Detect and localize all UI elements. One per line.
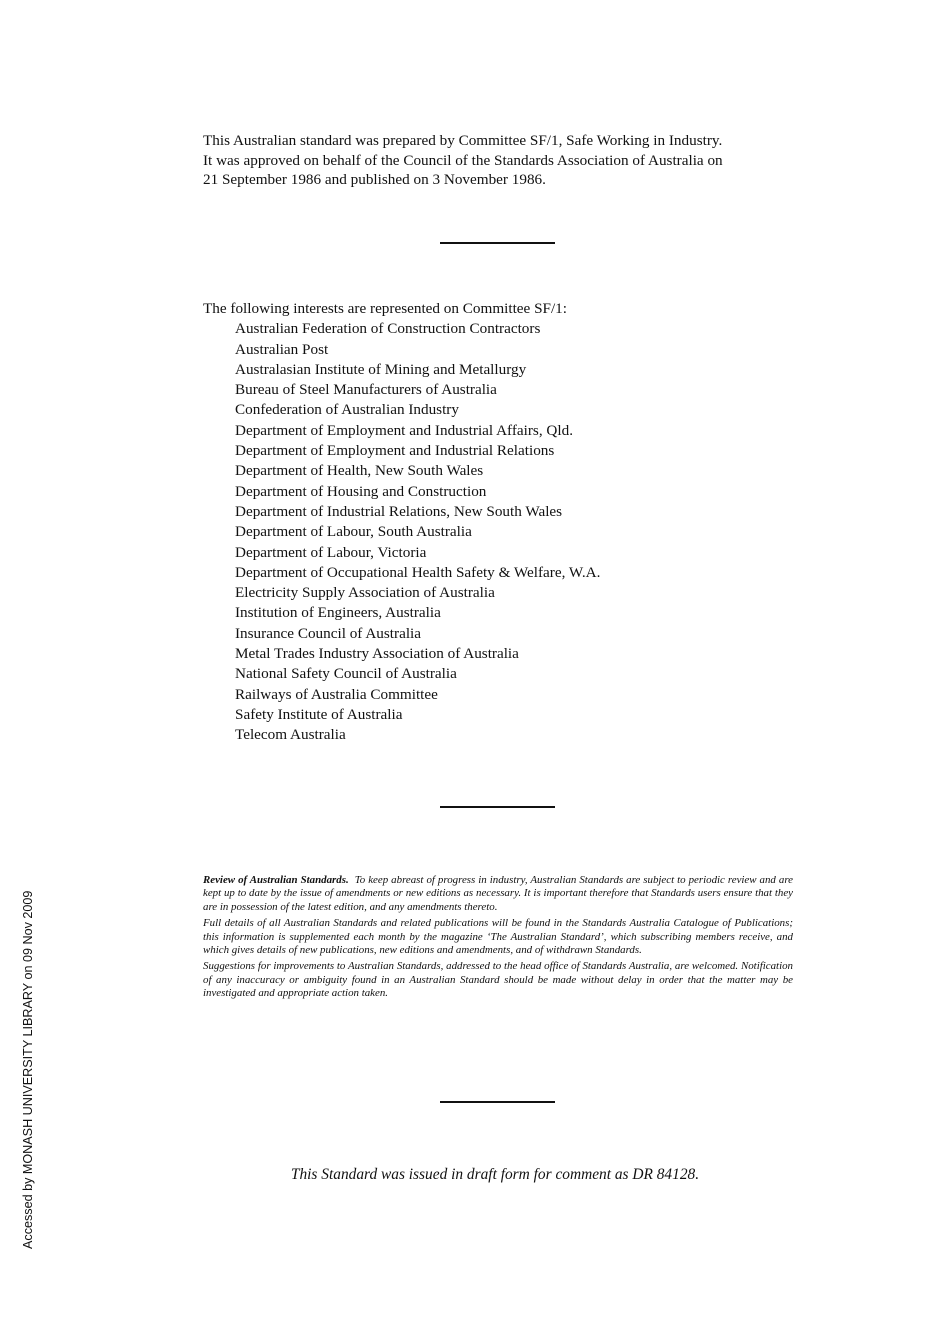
committee-interests xyxy=(203,299,803,746)
committee-heading: The following interests are represented on Committee SF/1: xyxy=(203,300,567,317)
list-item: Department of Labour, South Australia xyxy=(235,523,472,541)
section-divider xyxy=(440,242,555,244)
list-item: Department of Housing and Construction xyxy=(235,482,487,500)
list-item: Department of Industrial Relations, New South Wales xyxy=(235,502,563,520)
list-item: National Safety Council of Australia xyxy=(235,665,457,683)
review-notice xyxy=(203,874,793,1004)
preparation-line: This Australian standard was prepared by Committee SF/1, Safe Working in Industry. xyxy=(203,132,723,149)
list-item: Safety Institute of Australia xyxy=(235,705,403,723)
list-item: Railways of Australia Committee xyxy=(235,685,438,703)
approval-line: It was approved on behalf of the Council of the Standards Association of Australia on xyxy=(203,151,723,169)
suggestions-paragraph: Suggestions for improvements to Australian Standards, addressed to the head office of Standards Australia, are welcomed. Notification of any inaccuracy or ambiguity found in an Australian Standard should be made without delay in order that the matter may be investigated and appropriate action taken. xyxy=(203,960,793,1000)
list-item: Department of Labour, Victoria xyxy=(235,543,427,561)
list-item: Department of Occupational Health Safety & Welfare, W.A. xyxy=(235,563,601,581)
list-item: Department of Health, New South Wales xyxy=(235,462,484,480)
list-item: Institution of Engineers, Australia xyxy=(235,604,441,622)
list-item: Department of Employment and Industrial Affairs, Qld. xyxy=(235,421,573,439)
list-item: Confederation of Australian Industry xyxy=(235,401,459,419)
section-divider xyxy=(440,1101,555,1103)
list-item: Department of Employment and Industrial Relations xyxy=(235,442,555,460)
list-item: Telecom Australia xyxy=(235,726,346,744)
list-item: Insurance Council of Australia xyxy=(235,624,421,642)
draft-note: This Standard was issued in draft form for comment as DR 84128. xyxy=(290,1166,700,1183)
list-item: Metal Trades Industry Association of Australia xyxy=(235,645,519,663)
list-item: Bureau of Steel Manufacturers of Australia xyxy=(235,381,497,399)
interest-list xyxy=(203,319,803,745)
catalogue-paragraph: Full details of all Australian Standards and related publications will be found in the Standards Australia Catalogue of Publications; this information is supplemented each month by the magazine ‘The Australian Standard’, which subscribing members receive, and which gives details of new publications, new editions and amendments, and of withdrawn Standards. xyxy=(203,917,793,957)
preparation-statement xyxy=(203,131,793,190)
review-title: Review of Australian Standards. xyxy=(203,874,349,886)
list-item: Electricity Supply Association of Australia xyxy=(235,584,495,602)
review-text: To keep abreast of progress in industry, Australian Standards are subject to periodic review and are kept up to date by the issue of amendments or new editions as necessary. It is important therefore that Standards users ensure that they are in possession of the latest edition, and any amendments thereto. xyxy=(203,874,793,913)
review-paragraph xyxy=(203,874,793,914)
list-item: Australian Post xyxy=(235,340,329,358)
section-divider xyxy=(440,806,555,808)
publication-date-line: 21 September 1986 and published on 3 November 1986. xyxy=(203,171,546,188)
access-watermark: Accessed by MONASH UNIVERSITY LIBRARY on 09 Nov 2009 xyxy=(21,890,35,1249)
list-item: Australian Federation of Construction Contractors xyxy=(235,320,541,338)
list-item: Australasian Institute of Mining and Metallurgy xyxy=(235,360,527,378)
